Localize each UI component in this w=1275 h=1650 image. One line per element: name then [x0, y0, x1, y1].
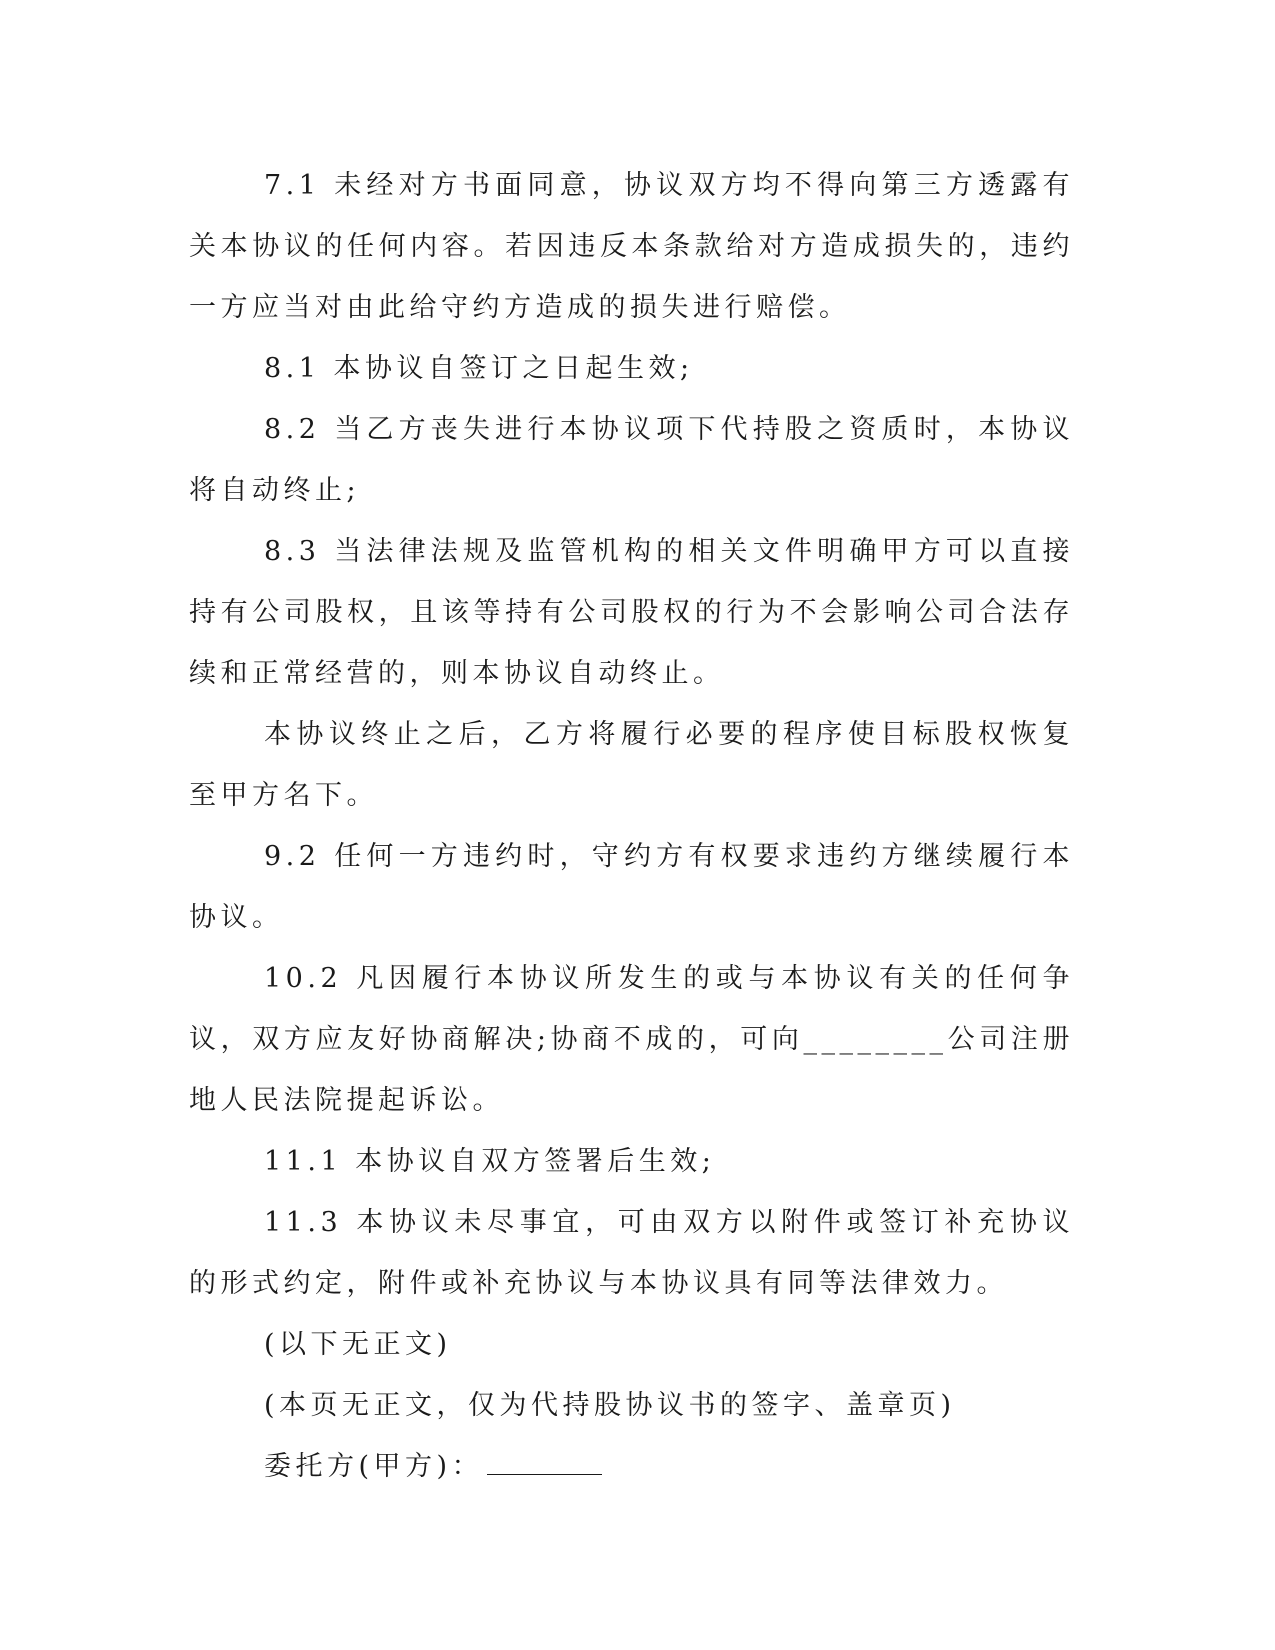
clause-8-3: 8.3 当法律法规及监管机构的相关文件明确甲方可以直接持有公司股权，且该等持有公司股权的行为不会影响公司合法存续和正常经营的，则本协议自动终止。	[189, 536, 1074, 689]
clause-9-2: 9.2 任何一方违约时，守约方有权要求违约方继续履行本协议。	[189, 841, 1074, 933]
clause-7-1: 7.1 未经对方书面同意，协议双方均不得向第三方透露有关本协议的任何内容。若因违反本条款给对方造成损失的，违约一方应当对由此给守约方造成的损失进行赔偿。	[189, 170, 1074, 323]
termination-note: 本协议终止之后，乙方将履行必要的程序使目标股权恢复至甲方名下。	[189, 719, 1074, 811]
clause-8-1: 8.1 本协议自签订之日起生效;	[264, 353, 694, 384]
clause-10-2: 10.2 凡因履行本协议所发生的或与本协议有关的任何争议，双方应友好协商解决;协商不成的，可向________公司注册地人民法院提起诉讼。	[189, 963, 1074, 1116]
principal-signature-blank	[487, 1450, 602, 1475]
clause-11-1: 11.1 本协议自双方签署后生效;	[264, 1146, 716, 1177]
clause-11-3: 11.3 本协议未尽事宜，可由双方以附件或签订补充协议的形式约定，附件或补充协议与本协议具有同等法律效力。	[189, 1207, 1074, 1299]
no-text-below-note: (以下无正文)	[264, 1329, 452, 1360]
signature-page-note: (本页无正文，仅为代持股协议书的签字、盖章页)	[264, 1390, 956, 1421]
document-body	[189, 155, 1074, 1497]
clause-8-2: 8.2 当乙方丧失进行本协议项下代持股之资质时，本协议将自动终止;	[189, 414, 1074, 506]
principal-signature-label: 委托方(甲方)：	[264, 1451, 484, 1482]
principal-signature-line	[189, 1436, 1074, 1497]
